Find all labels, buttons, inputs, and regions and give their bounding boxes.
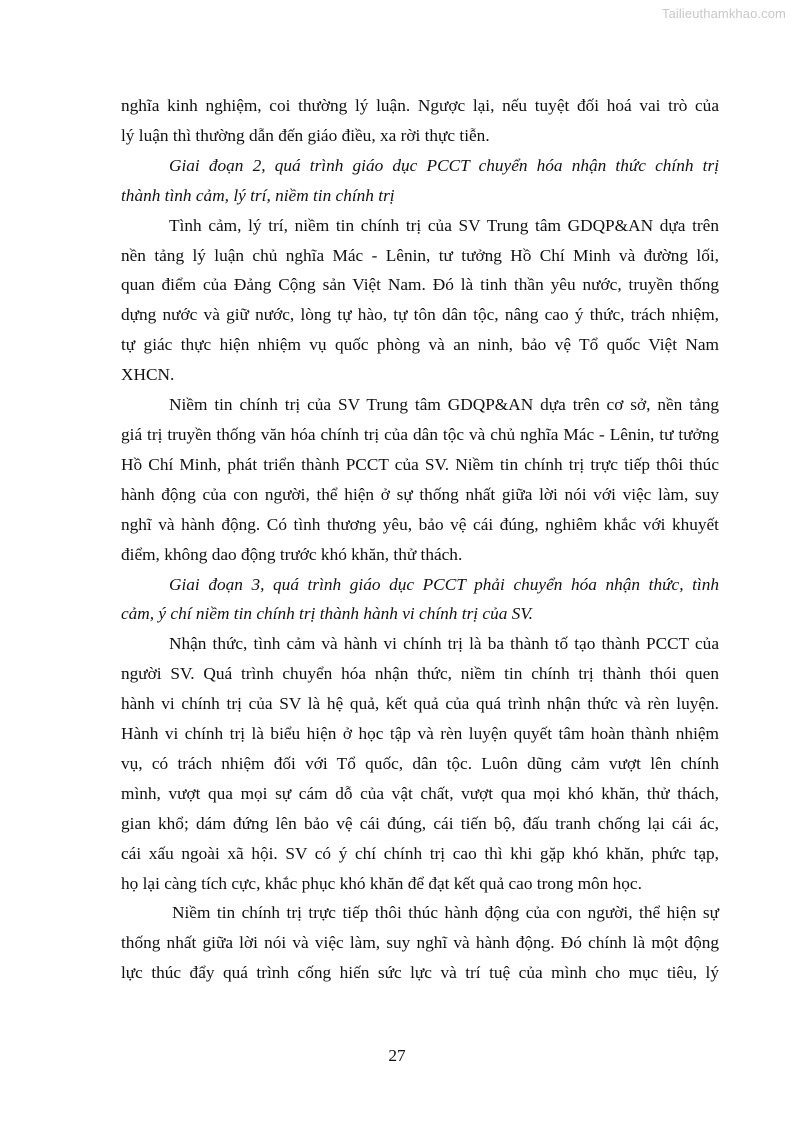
text-line: thống nhất giữa lời nói và việc làm, suy nghĩ và hành động. Đó chính là một động [121, 933, 719, 953]
text-line: nghĩa kinh nghiệm, coi thường lý luận. Ngược lại, nếu tuyệt đối hoá vai trò của [121, 96, 719, 115]
text-line: nền tảng lý luận chủ nghĩa Mác - Lênin, tư tưởng Hồ Chí Minh và đường lối, [121, 245, 719, 265]
text-line: thành tình cảm, lý trí, niềm tin chính trị [121, 185, 395, 205]
text-line: hành vi chính trị của SV là hệ quả, kết quả của quá trình nhận thức và rèn luyện. [121, 694, 719, 714]
text-line: hành động của con người, thể hiện ở sự thống nhất giữa lời nói với việc làm, suy [121, 484, 719, 504]
text-line: giá trị truyền thống văn hóa chính trị của dân tộc và chủ nghĩa Mác - Lênin, tư tưởng [121, 424, 719, 444]
paragraph-political-behavior [121, 629, 719, 898]
paragraph-continuation [121, 91, 719, 151]
text-line: Giai đoạn 2, quá trình giáo dục PCCT chuyển hóa nhận thức chính trị [169, 155, 719, 175]
paragraph-political-sentiment [121, 211, 719, 390]
text-line: tự giác thực hiện nhiệm vụ quốc phòng và an ninh, bảo vệ Tổ quốc Việt Nam [121, 335, 719, 355]
text-line: lý luận thì thường dẫn đến giáo điều, xa rời thực tiễn. [121, 125, 490, 145]
text-line: cái xấu ngoài xã hội. SV có ý chí chính trị cao thì khi gặp khó khăn, phức tạp, [121, 843, 719, 863]
text-line: Hồ Chí Minh, phát triển thành PCCT của SV. Niềm tin chính trị trực tiếp thôi thúc [121, 454, 719, 474]
paragraph-belief-motivation [121, 898, 719, 988]
section-heading-stage-3 [121, 570, 719, 630]
text-line: Niềm tin chính trị trực tiếp thôi thúc hành động của con người, thể hiện sự [172, 903, 719, 923]
text-line: Niềm tin chính trị của SV Trung tâm GDQP&AN dựa trên cơ sở, nền tảng [169, 395, 719, 415]
text-line: Nhận thức, tình cảm và hành vi chính trị là ba thành tố tạo thành PCCT của [169, 634, 719, 654]
text-line: vụ, có trách nhiệm đối với Tổ quốc, dân tộc. Luôn dũng cảm vượt lên chính [121, 753, 719, 773]
text-line: XHCN. [121, 365, 175, 385]
text-line: mình, vượt qua mọi sự cám dỗ của vật chất, vượt qua mọi khó khăn, thử thách, [121, 783, 719, 803]
text-line: Giai đoạn 3, quá trình giáo dục PCCT phải chuyển hóa nhận thức, tình [169, 574, 719, 594]
text-line: gian khổ; dám đứng lên bảo vệ cái đúng, cái tiến bộ, đấu tranh chống lại cái ác, [121, 813, 719, 833]
text-line: quan điểm của Đảng Cộng sản Việt Nam. Đó là tinh thần yêu nước, truyền thống [121, 275, 719, 295]
text-line: người SV. Quá trình chuyển hóa nhận thức, niềm tin chính trị thành thói quen [121, 664, 719, 684]
text-line: Tình cảm, lý trí, niềm tin chính trị của SV Trung tâm GDQP&AN dựa trên [169, 215, 719, 235]
section-heading-stage-2 [121, 151, 719, 211]
page-number: 27 [388, 1046, 406, 1065]
text-line: Hành vi chính trị là biểu hiện ở học tập và rèn luyện quyết tâm hoàn thành nhiệm [121, 724, 719, 744]
text-line: điểm, không dao động trước khó khăn, thử thách. [121, 544, 463, 564]
watermark: Tailieuthamkhao.com [661, 6, 786, 21]
document-body [121, 91, 719, 988]
text-line: nghĩ và hành động. Có tình thương yêu, bảo vệ cái đúng, nghiêm khắc với khuyết [121, 514, 719, 534]
text-line: cảm, ý chí niềm tin chính trị thành hành vi chính trị của SV. [121, 604, 533, 624]
text-line: dựng nước và giữ nước, lòng tự hào, tự tôn dân tộc, nâng cao ý thức, trách nhiệm, [121, 305, 719, 325]
paragraph-political-belief [121, 390, 719, 569]
text-line: lực thúc đẩy quá trình cống hiến sức lực và trí tuệ của mình cho mục tiêu, lý [121, 963, 719, 983]
text-line: họ lại càng tích cực, khắc phục khó khăn để đạt kết quả cao trong môn học. [121, 873, 642, 893]
